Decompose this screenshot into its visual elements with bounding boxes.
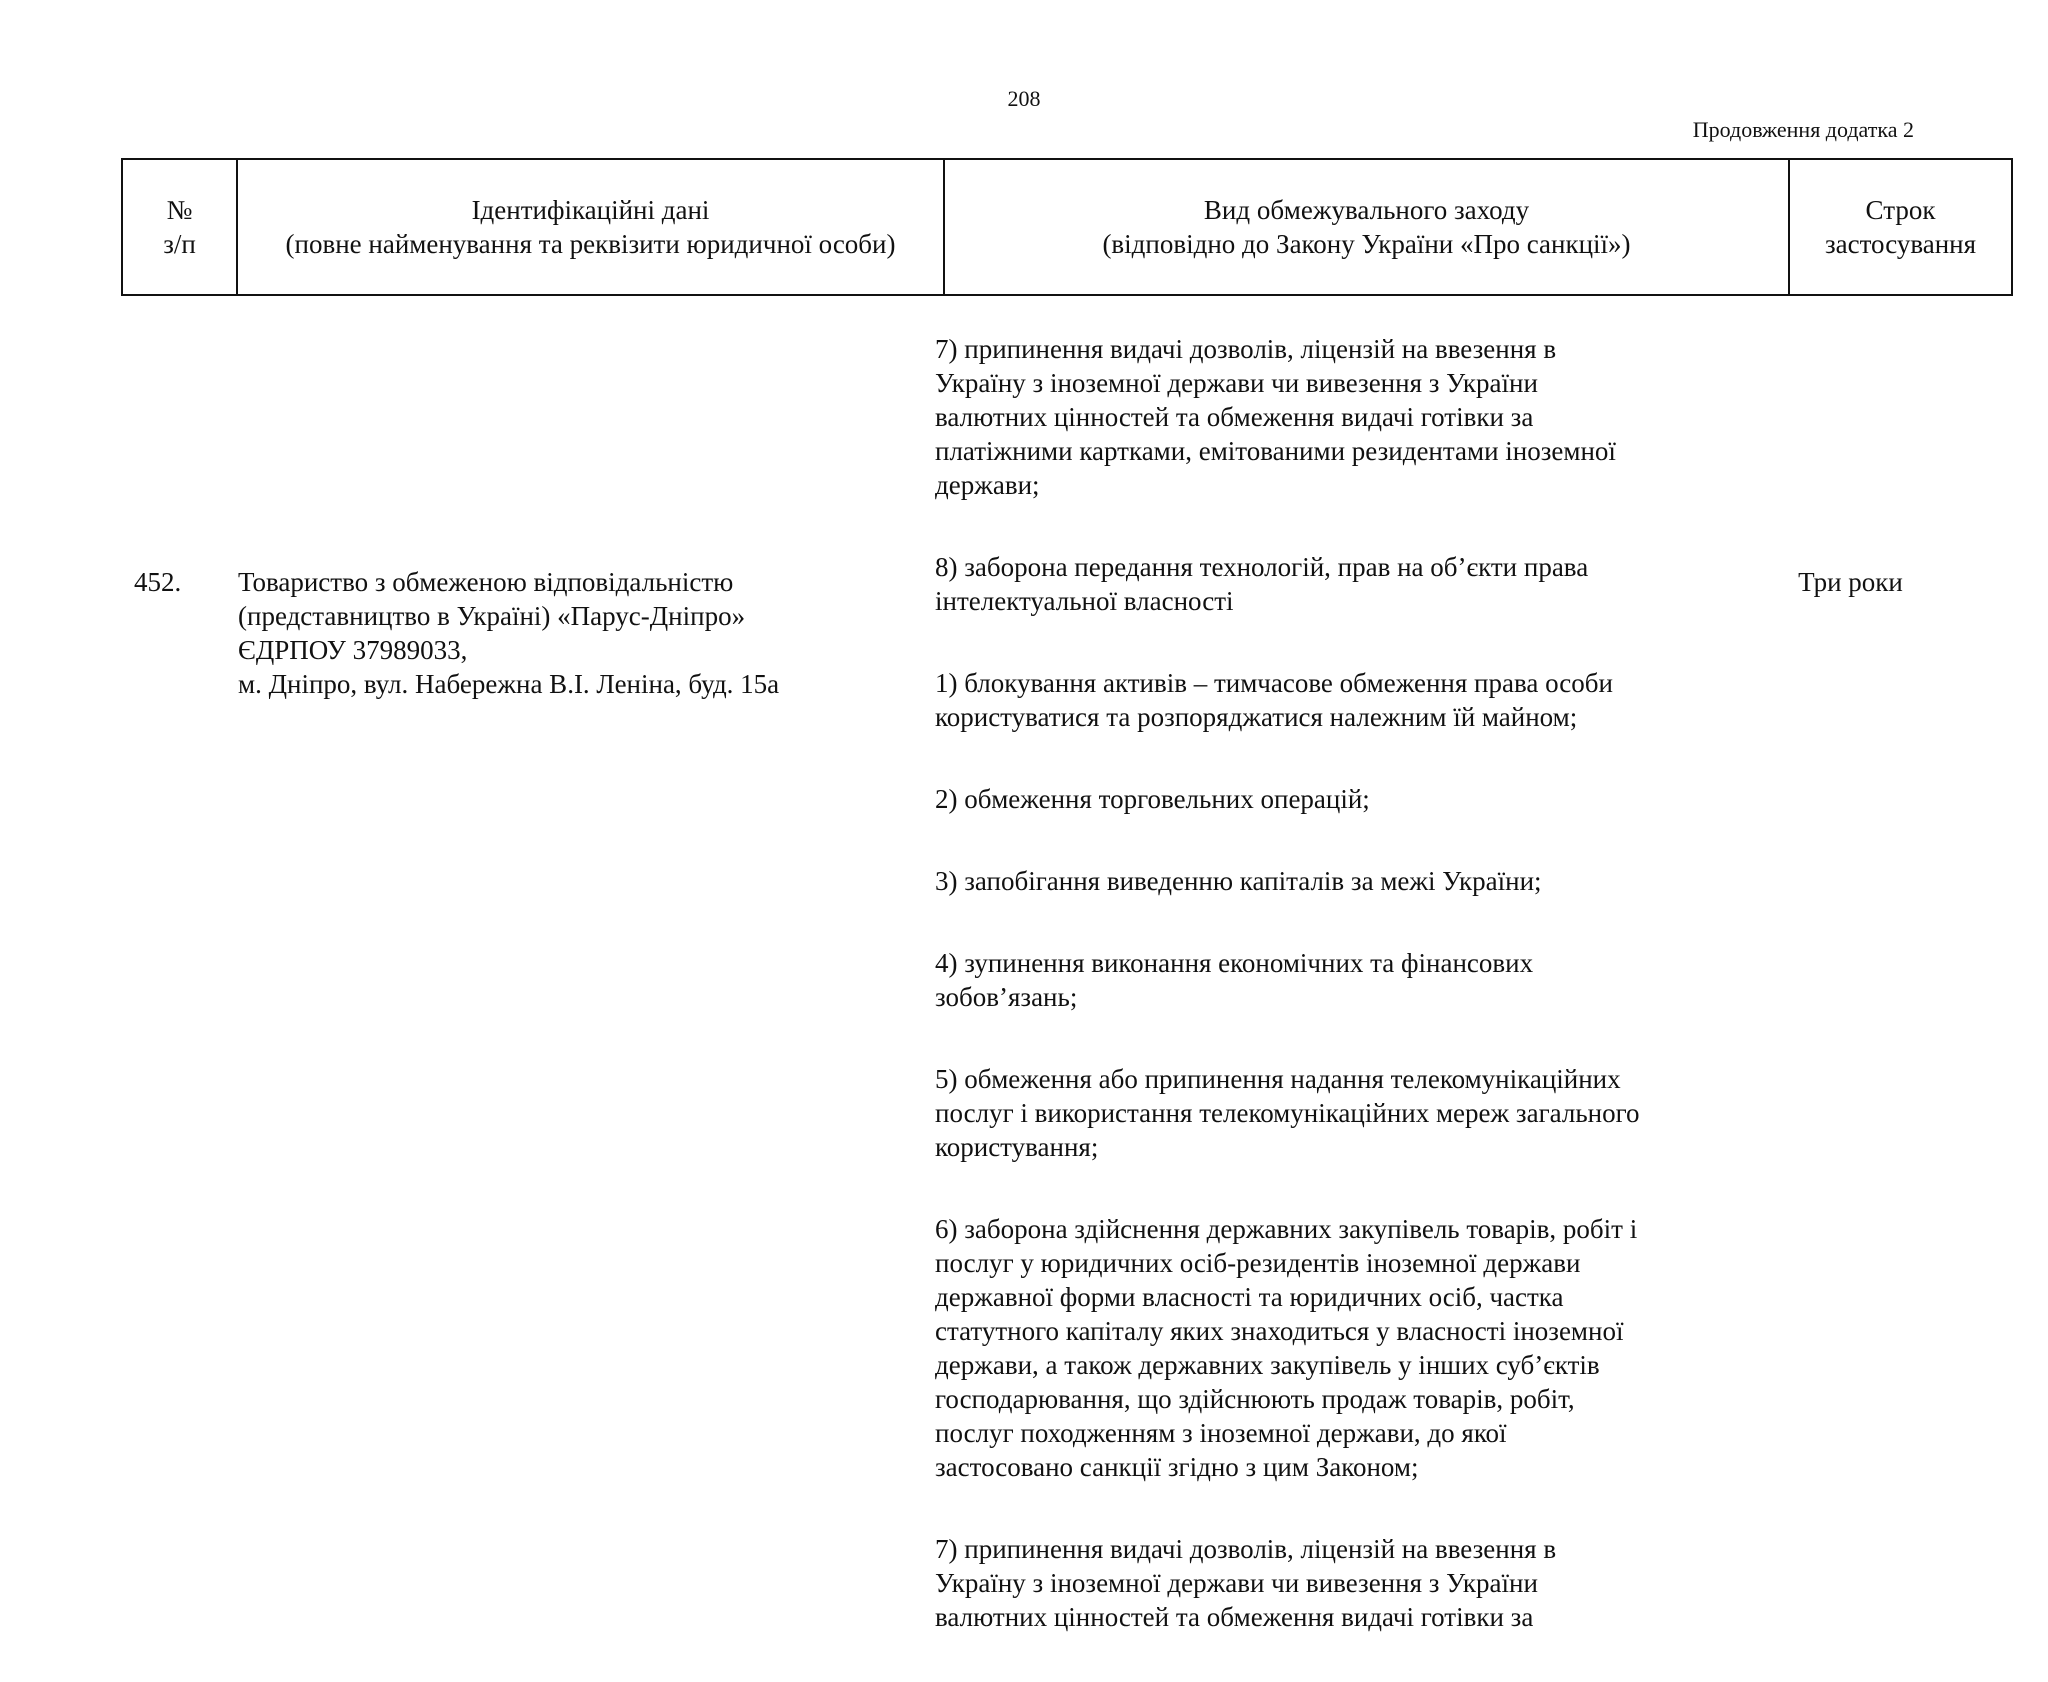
entity-identification: Товариство з обмеженою відповідальністю (представництво в Україні) «Парус-Дніпро» ЄДРПОУ 37989033, м. Дніпро, вул. Набережна В.І. Леніна, буд. 15а xyxy=(238,567,780,699)
page-number: 208 xyxy=(1007,86,1041,111)
header-identification-col: Ідентифікаційні дані (повне найменування та реквізити юридичної особи) xyxy=(237,159,944,295)
row-number: 452. xyxy=(134,567,182,597)
measure-item: 3) запобігання виведенню капіталів за межі України; xyxy=(935,866,1542,896)
header-number-col: № з/п xyxy=(122,159,237,295)
measure-item: 5) обмеження або припинення надання телекомунікаційних послуг і використання телекомунікаційних мереж загального користування; xyxy=(935,1064,1640,1162)
measures-column xyxy=(935,298,1735,1682)
header-term-col: Строк застосування xyxy=(1789,159,2012,295)
measure-item: 2) обмеження торговельних операцій; xyxy=(935,784,1370,814)
measure-item: 7) припинення видачі дозволів, ліцензій на ввезення в Україну з іноземної держави чи вивезення з України валютних цінностей та обмеження видачі готівки за xyxy=(935,1534,1557,1632)
measure-item: 6) заборона здійснення державних закупівель товарів, робіт і послуг у юридичних осіб-резидентів іноземної держави державної форми власності та юридичних осіб, частка статутного капіталу яких знаходиться у власності іноземної держави, а також державних закупівель у інших суб’єктів господарювання, що здійснюють продаж товарів, робіт, послуг походженням з іноземної держави, до якої застосовано санкції згідно з цим Законом; xyxy=(935,1214,1638,1482)
measure-item: 4) зупинення виконання економічних та фінансових зобов’язань; xyxy=(935,948,1534,1012)
continuation-label: Продовження додатка 2 xyxy=(1692,117,1914,142)
previous-row-measure: 7) припинення видачі дозволів, ліцензій на ввезення в Україну з іноземної держави чи вивезення з України валютних цінностей та обмеження видачі готівки за платіжними картками, емітованими резидентами іноземної держави; xyxy=(935,334,1616,500)
header-measure-col: Вид обмежувального заходу (відповідно до Закону України «Про санкції») xyxy=(944,159,1789,295)
previous-row-measure: 8) заборона передання технологій, прав на об’єкти права інтелектуальної власності xyxy=(935,552,1589,616)
table-header xyxy=(121,158,2013,296)
term-of-application: Три роки xyxy=(1798,567,1903,597)
measure-item: 1) блокування активів – тимчасове обмеження права особи користуватися та розпоряджатися належним їй майном; xyxy=(935,668,1613,732)
